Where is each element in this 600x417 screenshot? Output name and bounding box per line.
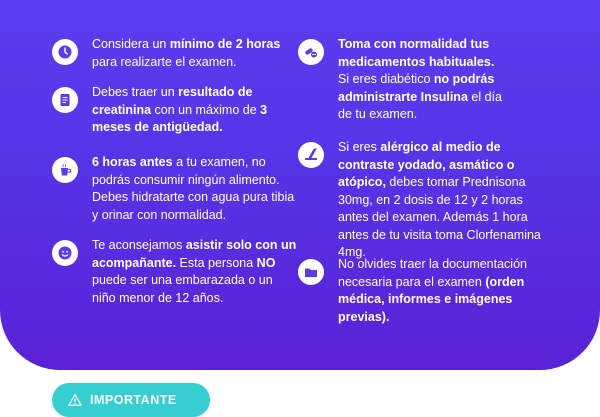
pills-icon bbox=[298, 39, 324, 65]
warning-icon bbox=[68, 393, 82, 407]
folder-icon bbox=[298, 259, 324, 285]
badge-label: IMPORTANTE bbox=[90, 393, 177, 407]
info-panel: Considera un mínimo de 2 horas para realizarte el examen. Debes traer un resultado de creatinina con un máximo de 3 meses de antigüedad. 6 horas antes a tu examen, no podrás consumir ningún alimento. Debes hidratarte con agua pura tibia y orinar con normalidad. Te aconsejamos asistir solo con un acompañante. Esta persona NO puede ser una embarazada o un niño menor de 12 años. Toma con normalidad tus medicamentos habituales. Si eres diabético no podrás administrarte Insulina el día de tu examen. Si eres alérgico al medio de contraste yodado, asmático o atópico, debes tomar Prednisona 30mg, en 2 dosis de 12 y 2 horas antes del examen. Además 1 hora antes de tu visita toma Clorfenamina 4mg. No olvides traer la documentación necesaria para el examen (orden médica, informes e imágenes previas). bbox=[0, 0, 600, 370]
person-icon bbox=[52, 240, 78, 266]
document-icon bbox=[52, 87, 78, 113]
cup-icon bbox=[52, 157, 78, 183]
clock-icon bbox=[52, 39, 78, 65]
syringe-icon bbox=[298, 142, 324, 168]
importante-badge[interactable] bbox=[52, 383, 210, 417]
